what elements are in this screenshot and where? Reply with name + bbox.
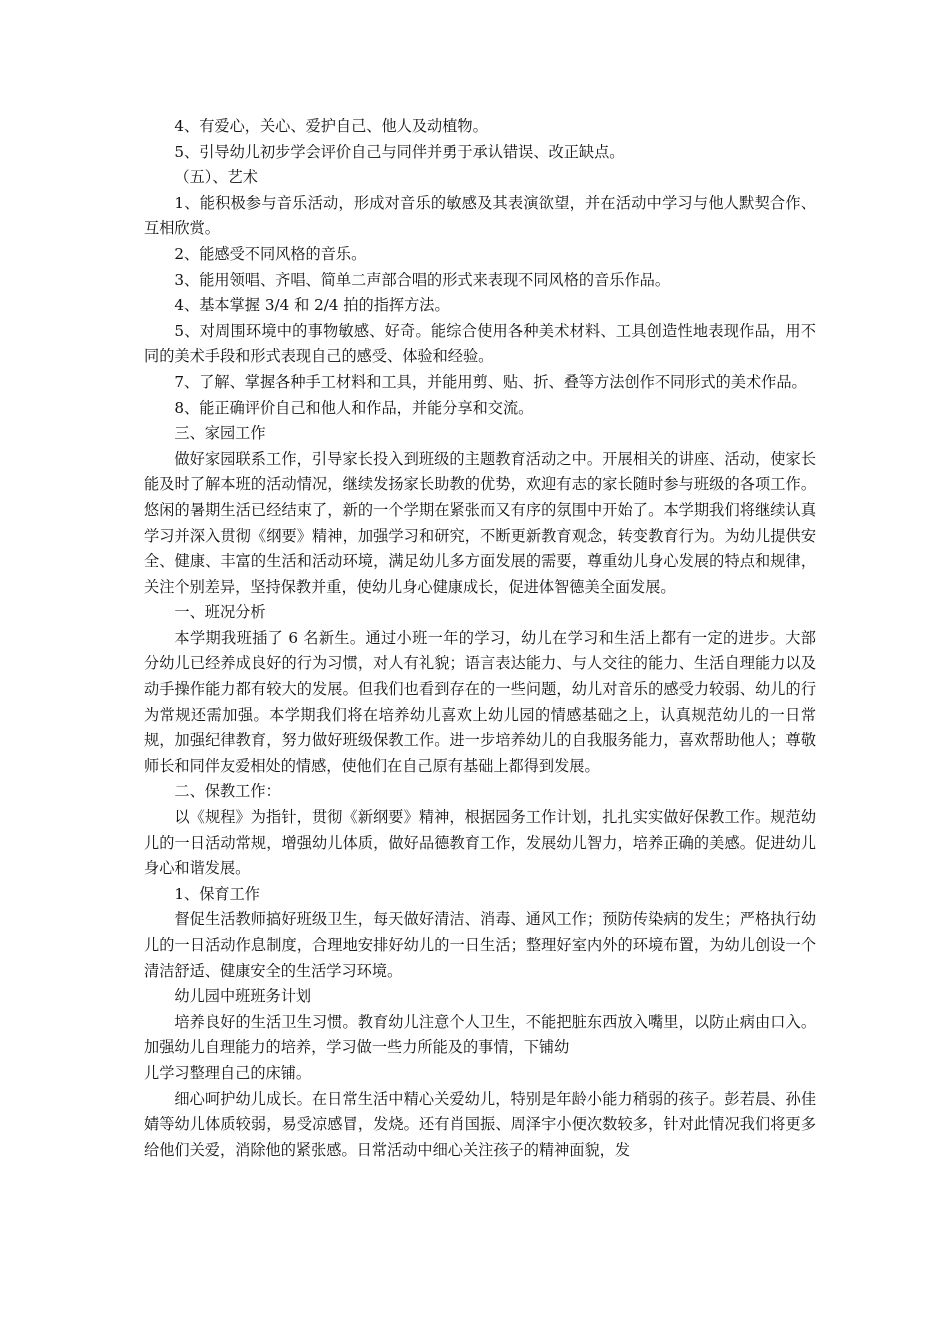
paragraph-class-analysis: 本学期我班插了 6 名新生。通过小班一年的学习，幼儿在学习和生活上都有一定的进步。大部分幼儿已经养成良好的行为习惯，对人有礼貌；语言表达能力、与人交往的能力、生活自理能力以及动手操作能力都有较大的发展。但我们也看到存在的一些问题，幼儿对音乐的感受力较弱、幼儿的行为常规还需加强。本学期我们将在培养幼儿喜欢上幼儿园的情感基础之上，认真规范幼儿的一日常规，加强纪律教育，努力做好班级保教工作。进一步培养幼儿的自我服务能力，喜欢帮助他人；尊敬师长和同伴友爱相处的情感，使他们在自己原有基础上都得到发展。	[144, 628, 816, 775]
paragraph-bed-making: 儿学习整理自己的床铺。	[144, 1063, 312, 1082]
section-heading-home-school: 三、家园工作	[174, 424, 266, 443]
section-heading-class-analysis: 一、班况分析	[174, 603, 266, 622]
paragraph-arts-7: 7、了解、掌握各种手工材料和工具，并能用剪、贴、折、叠等方法创作不同形式的美术作品。	[174, 372, 807, 391]
section-heading-care-education: 二、保教工作：	[174, 782, 281, 801]
section-heading-class-plan: 幼儿园中班班务计划	[174, 987, 312, 1006]
paragraph-arts-8: 8、能正确评价自己和他人和作品，并能分享和交流。	[174, 398, 534, 417]
paragraph-care-education: 以《规程》为指针，贯彻《新纲要》精神，根据园务工作计划，扎扎实实做好保教工作。规范幼儿的一日活动常规，增强幼儿体质，做好品德教育工作，发展幼儿智力，培养正确的美感。促进幼儿身心和谐发展。	[144, 808, 816, 878]
paragraph-arts-2: 2、能感受不同风格的音乐。	[174, 244, 367, 263]
paragraph-arts-5: 5、对周围环境中的事物敏感、好奇。能综合使用各种美术材料、工具创造性地表现作品，用不同的美术手段和形式表现自己的感受、体验和经验。	[144, 321, 816, 366]
paragraph-2: 5、引导幼儿初步学会评价自己与同伴并勇于承认错误、改正缺点。	[174, 142, 625, 161]
paragraph-hygiene-habits: 培养良好的生活卫生习惯。教育幼儿注意个人卫生，不能把脏东西放入嘴里，以防止病由口入。加强幼儿自理能力的培养，学习做一些力所能及的事情，下铺幼	[144, 1012, 816, 1057]
paragraph-home-school: 做好家园联系工作，引导家长投入到班级的主题教育活动之中。开展相关的讲座、活动，使家长能及时了解本班的活动情况，继续发扬家长助教的优势，欢迎有志的家长随时参与班级的各项工作。悠闲的暑期生活已经结束了，新的一个学期在紧张而又有序的氛围中开始了。本学期我们将继续认真学习并深入贯彻《纲要》精神，加强学习和研究，不断更新教育观念，转变教育行为。为幼儿提供安全、健康、丰富的生活和活动环境，满足幼儿多方面发展的需要，尊重幼儿身心发展的特点和规律，关注个别差异，坚持保教并重，使幼儿身心健康成长，促进体智德美全面发展。	[144, 449, 816, 596]
section-heading-arts: （五）、艺术	[174, 168, 258, 187]
paragraph-nursing: 督促生活教师搞好班级卫生，每天做好清洁、消毒、通风工作；预防传染病的发生；严格执行幼儿的一日活动作息制度，合理地安排好幼儿的一日生活；整理好室内外的环境布置，为幼儿创设一个清洁舒适、健康安全的生活学习环境。	[144, 910, 816, 980]
paragraph-arts-1: 1、能积极参与音乐活动，形成对音乐的敏感及其表演欲望，并在活动中学习与他人默契合作、互相欣赏。	[144, 193, 816, 238]
paragraph-arts-4: 4、基本掌握 3/4 和 2/4 拍的指挥方法。	[174, 296, 450, 315]
paragraph-care-growth: 细心呵护幼儿成长。在日常生活中精心关爱幼儿，特别是年龄小能力稍弱的孩子。彭若晨、孙佳婧等幼儿体质较弱，易受凉感冒，发烧。还有肖国振、周泽宇小便次数较多，针对此情况我们将更多给他们关爱，消除他的紧张感。日常活动中细心关注孩子的精神面貌，发	[144, 1089, 816, 1159]
section-heading-nursing: 1、保育工作	[174, 884, 260, 903]
paragraph-1: 4、有爱心，关心、爱护自己、他人及动植物。	[174, 117, 488, 135]
paragraph-arts-3: 3、能用领唱、齐唱、简单二声部合唱的形式来表现不同风格的音乐作品。	[174, 270, 671, 289]
document-page	[144, 114, 816, 1163]
